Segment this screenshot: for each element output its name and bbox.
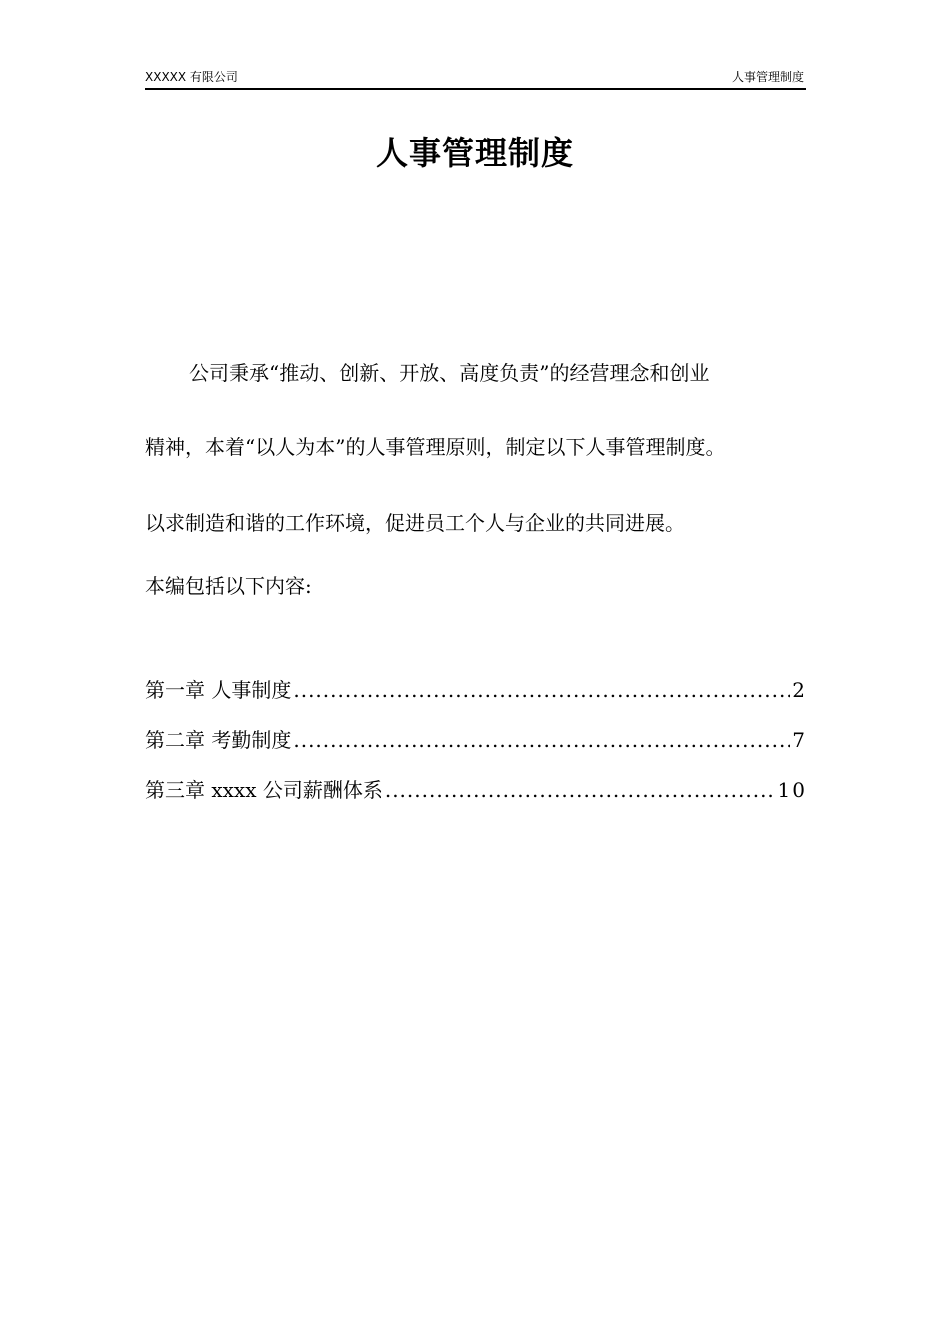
- page-header: [145, 66, 806, 90]
- toc-leader-dots: [293, 728, 790, 752]
- intro-paragraph-line-1: 公司秉承“推动、创新、开放、高度负责”的经营理念和创业: [189, 361, 710, 385]
- toc-page-number: 2: [792, 678, 807, 702]
- toc-leader-dots: [385, 778, 776, 802]
- header-doc-name: 人事管理制度: [731, 70, 804, 84]
- toc-entry-label: 第二章 考勤制度: [145, 728, 292, 752]
- toc-leader-dots: [293, 678, 790, 702]
- toc-entry-label: 第一章 人事制度: [145, 678, 292, 702]
- intro-paragraph-line-2: 精神，本着“以人为本”的人事管理原则，制定以下人事管理制度。: [145, 435, 726, 459]
- toc-entry[interactable]: [145, 674, 807, 703]
- document-title: 人事管理制度: [375, 134, 574, 172]
- toc-entry[interactable]: [145, 724, 807, 753]
- toc-entry[interactable]: [145, 774, 807, 803]
- toc-entry-label: 第三章 xxxx 公司薪酬体系: [145, 778, 383, 802]
- intro-paragraph-line-3: 以求制造和谐的工作环境，促进员工个人与企业的共同进展。: [145, 511, 685, 535]
- toc-page-number: 7: [792, 728, 807, 752]
- contents-intro: 本编包括以下内容:: [145, 574, 312, 598]
- header-company: XXXXX 有限公司: [145, 70, 238, 84]
- toc-page-number: 10: [777, 778, 807, 802]
